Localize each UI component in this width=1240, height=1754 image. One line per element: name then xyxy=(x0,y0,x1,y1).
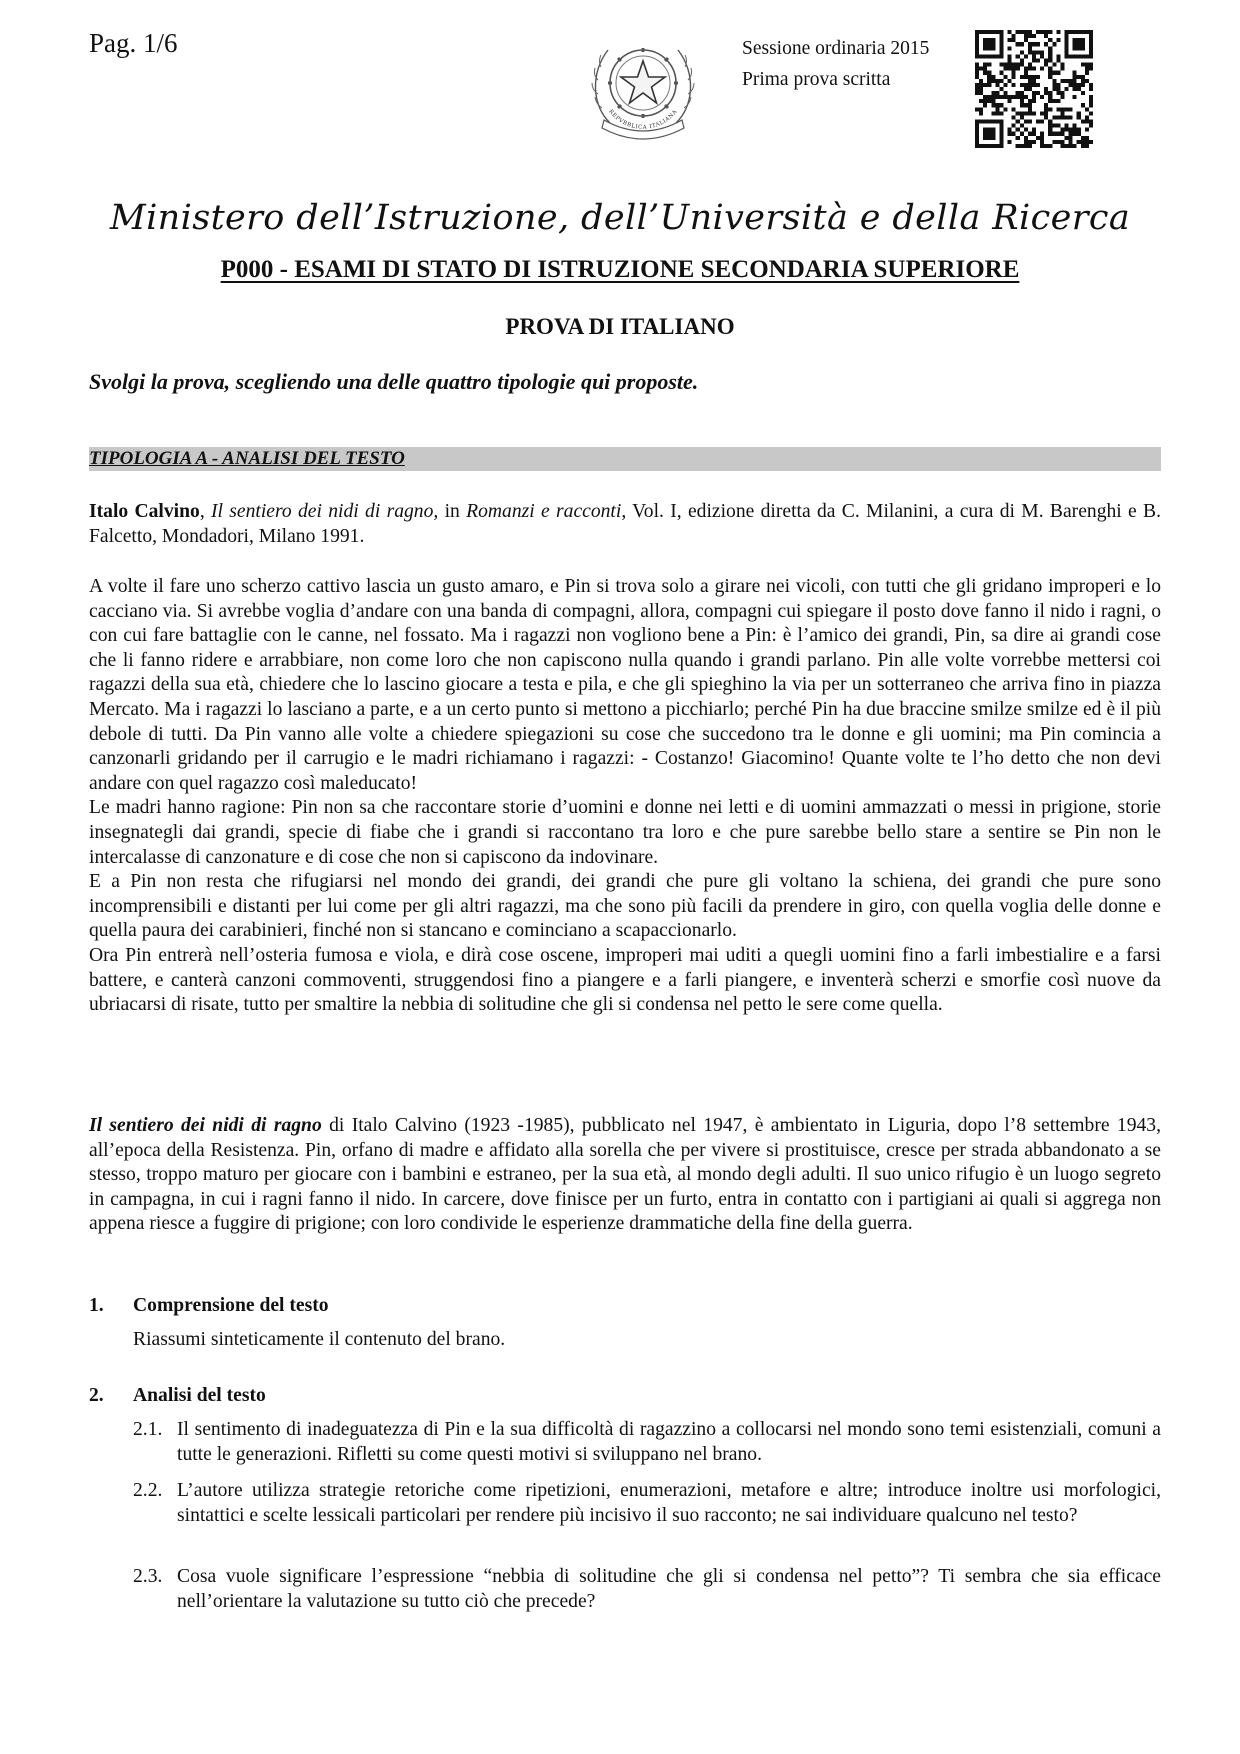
citation-rest: , Vol. I, edizione diretta da C. Milanini, a cura di M. Barenghi e B. Falcetto, Mondadori, Milano 1991. xyxy=(89,501,1162,547)
question-2-2 xyxy=(133,1479,1161,1528)
intro-title: Il sentiero dei nidi di ragno xyxy=(89,1115,322,1136)
question-2-1-text: Il sentimento di inadeguatezza di Pin e la sua difficoltà di ragazzino a collocarsi nel mondo sono temi esistenziali, comuni a tutte le generazioni. Rifletti su come questi motivi si sviluppano nel brano. xyxy=(177,1419,1161,1465)
republic-emblem-icon xyxy=(588,28,698,146)
question-1-heading xyxy=(89,1294,329,1319)
question-2-2-text: L’autore utilizza strategie retoriche come ripetizioni, enumerazioni, metafore e altre; introduce inoltre usi morfologici, sintattici e scelte lessicali particolari per rendere più incisivo il suo racconto; ne sai individuare qualcuno nel testo? xyxy=(177,1480,1161,1526)
passage-paragraph: Le madri hanno ragione: Pin non sa che raccontare storie d’uomini e donne nei letti e di uomini ammazzati o messi in prigione, storie insegnategli dai grandi, specie di fiabe che i grandi si raccontano tra loro e che pure sarebbe bello stare a sentire se Pin non le intercalasse di canzonature e di cose che non si capiscono da indovinare. xyxy=(89,797,1161,868)
session-info xyxy=(742,33,929,95)
passage xyxy=(89,575,1161,1018)
citation-collection: Romanzi e racconti xyxy=(466,501,622,522)
exam-kind-label: Prima prova scritta xyxy=(742,69,891,90)
passage-paragraph: Ora Pin entrerà nell’osteria fumosa e viola, e dirà cose oscene, improperi mai uditi a quegli uomini fino a farli imbestialire e a farsi battere, e canterà canzoni commoventi, struggendosi fino a piangere e a farli piangere, e inventerà scherzi e smorfie così nuove da ubriacarsi di risate, tutto per smaltire la nebbia di solitudine che gli si condensa nel petto le sere come quella. xyxy=(89,944,1161,1016)
section-title: TIPOLOGIA A - ANALISI DEL TESTO xyxy=(89,448,405,469)
novel-introduction xyxy=(89,1114,1161,1237)
question-2-title: Analisi del testo xyxy=(133,1385,266,1406)
question-1-title: Comprensione del testo xyxy=(133,1295,329,1316)
question-2-3-text: Cosa vuole significare l’espressione “nebbia di solitudine che gli si condensa nel petto”? Ti sembra che sia efficace nell’orientare la valutazione su tutto ciò che precede? xyxy=(177,1566,1161,1612)
page-number: Pag. 1/6 xyxy=(89,28,178,58)
passage-paragraph: A volte il fare uno scherzo cattivo lascia un gusto amaro, e Pin si trova solo a girare nei vicoli, con tutti che gli gridano improperi e lo cacciano via. Si avrebbe voglia d’andare con una banda di compagni, allora, compagni cui spiegare il posto dove fanno il nido i ragni, o con cui fare battaglie con le canne, nel fossato. Ma i ragazzi non vogliono bene a Pin: è l’amico dei grandi, Pin, sa dire ai grandi cose che li fanno ridere e arrabbiare, non come loro che non capiscono nulla quando i grandi parlano. Pin alle volte vorrebbe mettersi coi ragazzi della sua età, chiedere che lo lascino giocare a testa e pila, e che gli spieghino la via per un sotterraneo che arriva fino in piazza Mercato. Ma i ragazzi lo lasciano a parte, e a un certo punto si mettono a picchiarlo; perché Pin ha due braccine smilze smilze ed è il più debole di tutti. Da Pin vanno alle volte a chiedere spiegazioni su cose che succedono tra le donne e gli uomini; ma Pin comincia a canzonarli gridando per il carrugio e le madri richiamano i ragazzi: - Costanzo! Giacomino! Quante volte te l’ho detto che non devi andare con quel ragazzo così maleducato! xyxy=(89,576,1161,794)
citation xyxy=(89,500,1161,549)
question-2-1 xyxy=(133,1418,1161,1467)
citation-sep: , xyxy=(199,501,212,522)
ministry-title: Ministero dell’Istruzione, dell’Università e della Ricerca xyxy=(109,198,1131,238)
exam-title-text: P000 - ESAMI DI STATO DI ISTRUZIONE SECONDARIA SUPERIORE xyxy=(220,256,1020,283)
instruction-text: Svolgi la prova, scegliendo una delle quattro tipologie qui proposte. xyxy=(89,369,699,394)
question-1-number: 1. xyxy=(89,1295,104,1316)
passage-paragraph: E a Pin non resta che rifugiarsi nel mondo dei grandi, dei grandi che pure gli voltano la schiena, dei grandi che pure sono incomprensibili e distanti per lui come per gli altri ragazzi, ma che sono più facili da prendere in giro, con quella voglia delle donne e quella paura dei carabinieri, finché non si stancano e cominciano a scapaccionarlo. xyxy=(89,871,1161,942)
session-label: Sessione ordinaria 2015 xyxy=(742,38,930,59)
intro-text: di Italo Calvino (1923 -1985), pubblicato nel 1947, è ambientato in Liguria, dopo l’8 settembre 1943, all’epoca della Resistenza. Pin, orfano di madre e affidato alla sorella che per vivere si prostituisce, cresce per strada abbandonato a se stesso, troppo maturo per giocare con i bambini e estraneo, per la sua età, al mondo degli adulti. Il suo unico rifugio è un luogo segreto in campagna, in cui i ragni fanno il nido. In carcere, dove finisce per un furto, entra in contatto con i partigiani ai quali si aggrega non appena riesce a fuggire di prigione; con loro condivide le esperienze drammatiche della fine della guerra. xyxy=(89,1115,1161,1235)
citation-in: in xyxy=(438,501,467,522)
question-2-number: 2. xyxy=(89,1385,104,1406)
question-2-3-number: 2.3. xyxy=(133,1566,163,1587)
exam-title xyxy=(0,256,1240,284)
question-2-3 xyxy=(133,1565,1161,1614)
question-2-heading xyxy=(89,1384,266,1409)
citation-work: Il sentiero dei nidi di ragno, xyxy=(211,501,439,522)
subject-title: PROVA DI ITALIANO xyxy=(505,314,735,339)
question-2-1-number: 2.1. xyxy=(133,1419,163,1440)
question-2-2-number: 2.2. xyxy=(133,1480,163,1501)
emblem-ribbon-text: REPVBBLICA ITALIANA xyxy=(607,108,679,131)
qr-code-icon xyxy=(975,30,1093,148)
question-1-text: Riassumi sinteticamente il contenuto del brano. xyxy=(133,1329,506,1350)
citation-author: Italo Calvino xyxy=(89,501,200,522)
